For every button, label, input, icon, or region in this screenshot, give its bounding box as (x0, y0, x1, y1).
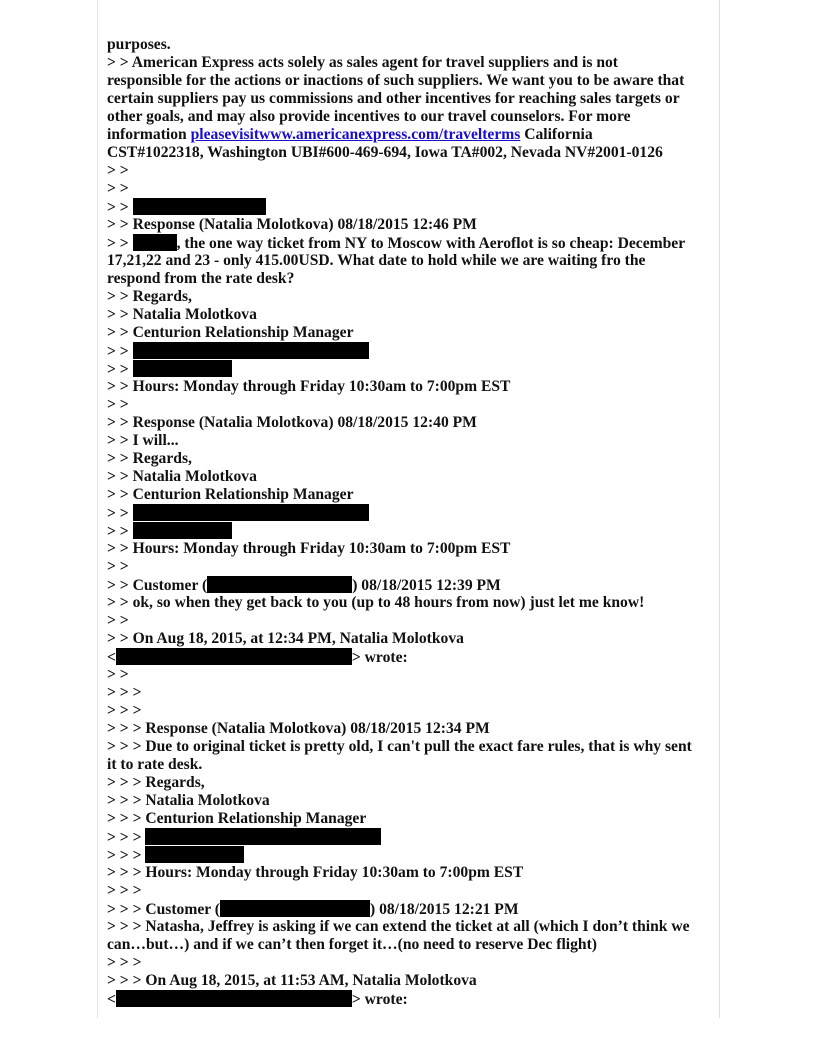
text-segment: > > > Centurion Relationship Manager (107, 810, 367, 827)
text-segment: > > (107, 361, 133, 378)
text-segment: > > Centurion Relationship Manager (107, 324, 354, 341)
page-border-left (97, 0, 98, 1018)
text-segment: > > > On Aug 18, 2015, at 11:53 AM, Natalia Molotkova (107, 972, 477, 989)
text-segment: > > Hours: Monday through Friday 10:30am to 7:00pm EST (107, 540, 511, 557)
text-segment: CST#1022318, Washington UBI#600-469-694, Iowa TA#002, Nevada NV#2001-0126 (107, 144, 663, 161)
text-line (107, 234, 692, 252)
text-line (107, 576, 692, 594)
text-segment: other goals, and may also provide incentives to our travel counselors. For more (107, 108, 631, 125)
text-segment: > > (107, 396, 129, 413)
text-segment: > > (107, 558, 129, 575)
redaction-block (133, 522, 232, 539)
text-segment: > > > (107, 954, 142, 971)
text-line (107, 54, 692, 72)
text-line (107, 36, 692, 54)
text-segment: California (520, 126, 593, 143)
text-segment: > > Regards, (107, 288, 192, 305)
text-line (107, 108, 692, 126)
text-line (107, 432, 692, 450)
text-segment: > > > Natalia Molotkova (107, 792, 270, 809)
text-line (107, 882, 692, 900)
text-segment: > > (107, 505, 133, 522)
text-line (107, 216, 692, 234)
text-segment: > > Hours: Monday through Friday 10:30am to 7:00pm EST (107, 378, 511, 395)
text-line (107, 936, 692, 954)
text-segment: > wrote: (351, 649, 408, 666)
text-line (107, 324, 692, 342)
text-segment: purposes. (107, 36, 171, 53)
text-line (107, 378, 692, 396)
text-segment: > > (107, 666, 129, 683)
text-line (107, 612, 692, 630)
text-line (107, 486, 692, 504)
text-line (107, 342, 692, 360)
text-line (107, 288, 692, 306)
text-line (107, 900, 692, 918)
redaction-block (133, 198, 266, 215)
text-line (107, 846, 692, 864)
text-segment: > > (107, 612, 129, 629)
text-line (107, 540, 692, 558)
redaction-block (133, 234, 177, 251)
text-segment: > > Response (Natalia Molotkova) 08/18/2015 12:46 PM (107, 216, 477, 233)
text-segment: > > On Aug 18, 2015, at 12:34 PM, Natalia Molotkova (107, 630, 464, 647)
text-line (107, 252, 692, 270)
text-segment: > > (107, 162, 129, 179)
text-segment: it to rate desk. (107, 756, 203, 773)
text-segment: > > > (107, 829, 146, 846)
text-line (107, 360, 692, 378)
text-segment: > > > (107, 702, 142, 719)
text-line (107, 198, 692, 216)
text-line (107, 504, 692, 522)
text-segment: > > (107, 235, 133, 252)
text-line (107, 396, 692, 414)
text-segment: > > > Response (Natalia Molotkova) 08/18/2015 12:34 PM (107, 720, 490, 737)
text-line (107, 162, 692, 180)
redaction-block (133, 504, 369, 521)
text-line (107, 666, 692, 684)
text-line (107, 306, 692, 324)
text-segment: 17,21,22 and 23 - only 415.00USD. What date to hold while we are waiting fro the (107, 252, 646, 269)
text-line (107, 90, 692, 108)
text-segment: > > Natalia Molotkova (107, 468, 257, 485)
text-line (107, 738, 692, 756)
text-segment: > > American Express acts solely as sales agent for travel suppliers and is not (107, 54, 618, 71)
text-line (107, 720, 692, 738)
text-segment: > > > (107, 684, 142, 701)
text-line (107, 630, 692, 648)
text-segment: > > Centurion Relationship Manager (107, 486, 354, 503)
text-line (107, 684, 692, 702)
redaction-block (116, 990, 352, 1007)
text-line (107, 144, 692, 162)
redaction-block (133, 360, 232, 377)
text-line (107, 270, 692, 288)
text-line (107, 522, 692, 540)
redaction-block (207, 576, 352, 593)
text-line (107, 558, 692, 576)
text-line (107, 792, 692, 810)
text-segment: information (107, 126, 191, 143)
text-line (107, 702, 692, 720)
text-line (107, 756, 692, 774)
text-segment: > > (107, 199, 133, 216)
text-segment: > > (107, 523, 133, 540)
redaction-block (133, 342, 369, 359)
text-line (107, 594, 692, 612)
text-line (107, 918, 692, 936)
text-line (107, 450, 692, 468)
redaction-block (145, 828, 381, 845)
text-segment: > > > Hours: Monday through Friday 10:30am to 7:00pm EST (107, 864, 524, 881)
page-border-right (719, 0, 720, 1018)
text-segment: certain suppliers pay us commissions and other incentives for reaching sales targets or (107, 90, 680, 107)
redaction-block (145, 846, 244, 863)
text-segment: > > Natalia Molotkova (107, 306, 257, 323)
redaction-block (116, 648, 352, 665)
text-line (107, 126, 692, 144)
text-segment: > > Response (Natalia Molotkova) 08/18/2015 12:40 PM (107, 414, 477, 431)
text-line (107, 468, 692, 486)
text-segment: ) 08/18/2015 12:39 PM (352, 577, 501, 594)
text-line (107, 954, 692, 972)
text-line (107, 774, 692, 792)
text-line (107, 864, 692, 882)
text-segment: > > > (107, 882, 142, 899)
text-segment: > > (107, 180, 129, 197)
text-line (107, 414, 692, 432)
text-line (107, 828, 692, 846)
text-line (107, 72, 692, 90)
text-segment: can…but…) and if we can’t then forget it…(no need to reserve Dec flight) (107, 936, 597, 953)
text-segment: > > > Natasha, Jeffrey is asking if we can extend the ticket at all (which I don’t think we (107, 918, 690, 935)
text-segment: > > > Customer ( (107, 901, 220, 918)
text-segment: > > I will... (107, 432, 179, 449)
text-segment: > wrote: (351, 991, 408, 1008)
text-line (107, 810, 692, 828)
text-segment: ) 08/18/2015 12:21 PM (370, 901, 519, 918)
redaction-block (220, 900, 370, 917)
text-line (107, 648, 692, 666)
text-line (107, 180, 692, 198)
text-segment: > > > Regards, (107, 774, 205, 791)
text-line (107, 972, 692, 990)
text-segment: > > > (107, 847, 146, 864)
text-segment: < (107, 649, 116, 666)
text-segment: > > Regards, (107, 450, 192, 467)
text-segment: < (107, 991, 116, 1008)
email-thread-body (107, 36, 692, 1008)
text-segment: > > ok, so when they get back to you (up to 48 hours from now) just let me know! (107, 594, 645, 611)
text-line (107, 990, 692, 1008)
text-segment: , the one way ticket from NY to Moscow with Aeroflot is so cheap: December (176, 235, 686, 252)
text-segment: > > > Due to original ticket is pretty old, I can't pull the exact fare rules, that is why sent (107, 738, 692, 755)
travel-terms-link[interactable]: pleasevisitwww.americanexpress.com/travelterms (190, 126, 521, 143)
text-segment: > > (107, 343, 133, 360)
text-segment: > > Customer ( (107, 577, 208, 594)
text-segment: responsible for the actions or inactions of such suppliers. We want you to be aware that (107, 72, 685, 89)
text-segment: respond from the rate desk? (107, 270, 295, 287)
